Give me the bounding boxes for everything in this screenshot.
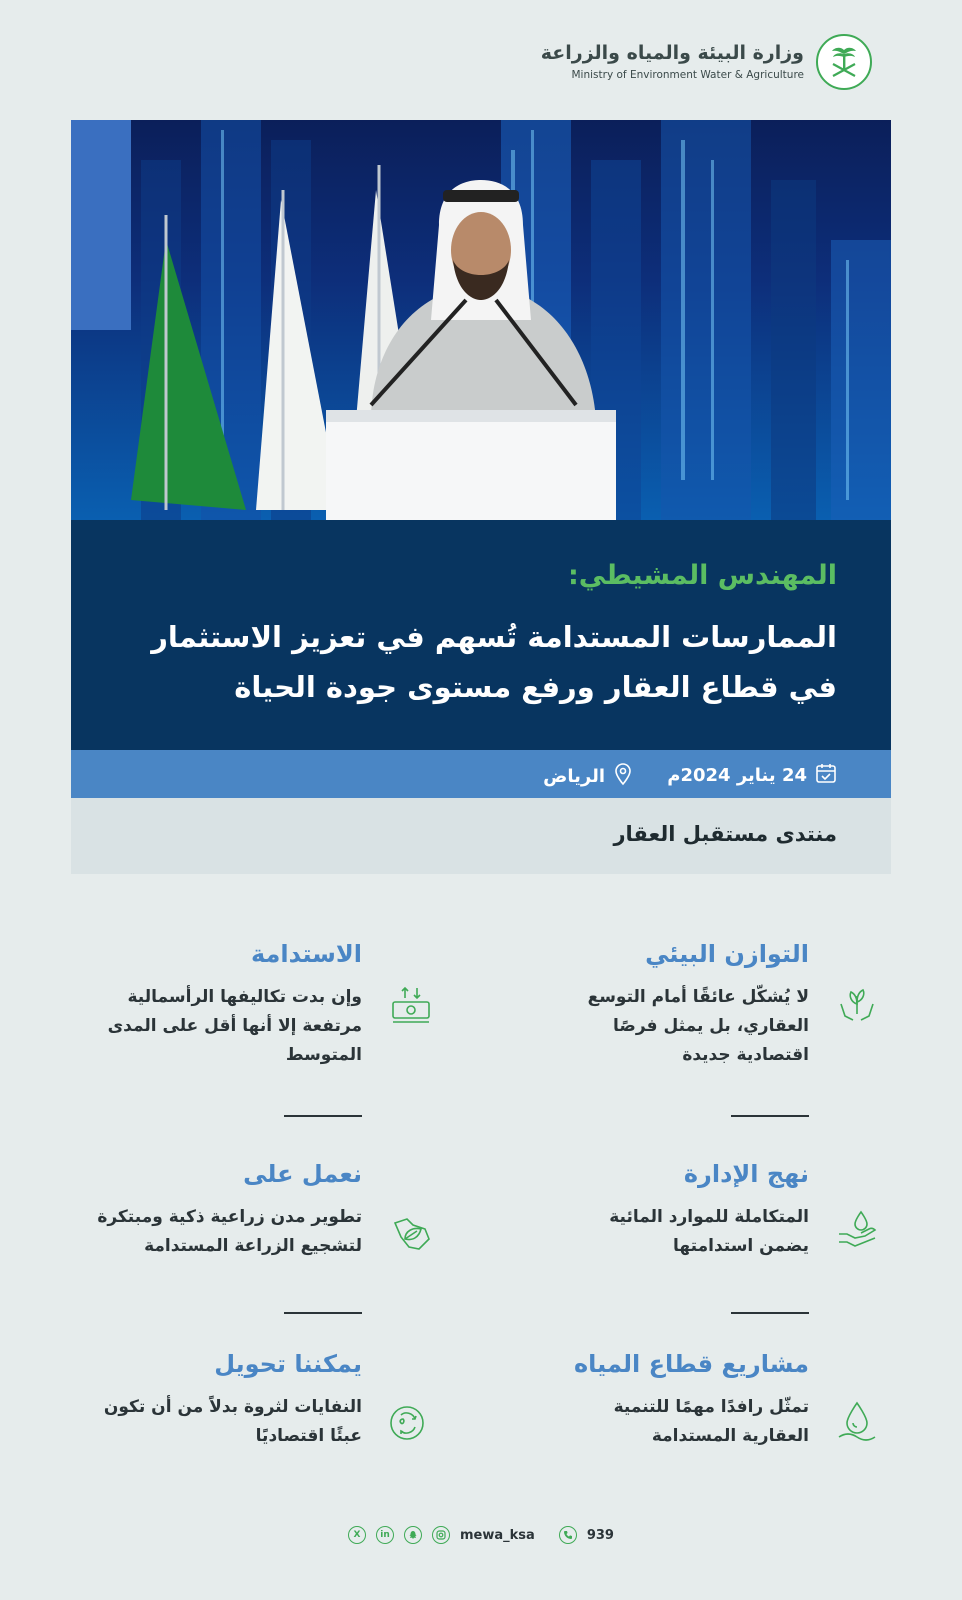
social-handle[interactable]: mewa_ksa — [460, 1527, 535, 1543]
divider — [284, 1115, 362, 1117]
phone-icon — [559, 1526, 577, 1544]
saudi-map-leaf-icon — [388, 1210, 434, 1256]
meta-bar — [71, 750, 891, 798]
divider — [731, 1115, 809, 1117]
item-body: لا يُشكّل عائقًا أمام التوسع العقاري، بل يمثل فرصًا اقتصادية جديدة — [587, 987, 809, 1065]
money-icon — [388, 983, 434, 1029]
headline-panel — [71, 520, 891, 750]
item-title: يمكننا تحويل — [214, 1350, 362, 1378]
speaker-photo — [71, 120, 891, 520]
palm-swords-icon — [824, 42, 864, 82]
item-title: نهج الإدارة — [683, 1160, 809, 1188]
item-body: تمثّل رافدًا مهمًا للتنمية العقارية المستدامة — [613, 1397, 809, 1446]
water-drop-icon — [834, 1398, 880, 1444]
event-location — [543, 762, 633, 791]
item-body: النفايات لثروة بدلاً من أن تكون عبئًا اقتصاديًا — [103, 1397, 362, 1446]
plant-hands-icon — [834, 983, 880, 1029]
x-icon[interactable]: X — [348, 1526, 366, 1544]
item-title: التوازن البيئي — [645, 940, 809, 968]
item-title: مشاريع قطاع المياه — [573, 1350, 809, 1378]
item-title: الاستدامة — [251, 940, 362, 968]
divider — [731, 1312, 809, 1314]
event-name: منتدى مستقبل العقار — [613, 822, 837, 846]
item-body: المتكاملة للموارد المائية يضمن استدامتها — [609, 1207, 809, 1256]
speaker-name: المهندس المشيطي: — [568, 560, 837, 591]
snapchat-icon[interactable] — [404, 1526, 422, 1544]
item-body: تطوير مدن زراعية ذكية ومبتكرة لتشجيع الزراعة المستدامة — [97, 1207, 362, 1256]
linkedin-icon[interactable]: in — [376, 1526, 394, 1544]
instagram-icon[interactable] — [432, 1526, 450, 1544]
item-title: نعمل على — [243, 1160, 362, 1188]
footer — [0, 1520, 962, 1550]
location-pin-icon — [613, 762, 633, 791]
event-location-text: الرياض — [543, 766, 605, 787]
recycle-icon — [384, 1400, 430, 1446]
water-hand-icon — [834, 1205, 880, 1251]
event-panel — [71, 798, 891, 874]
ministry-name-en: Ministry of Environment Water & Agriculture — [571, 69, 804, 81]
item-body: وإن بدت تكاليفها الرأسمالية مرتفعة إلا أنها أقل على المدى المتوسط — [107, 987, 362, 1065]
ministry-name-ar: وزارة البيئة والمياه والزراعة — [540, 42, 804, 64]
divider — [284, 1312, 362, 1314]
calendar-icon — [815, 762, 837, 789]
phone-number[interactable]: 939 — [586, 1527, 614, 1543]
event-date — [667, 762, 837, 789]
ministry-logo — [816, 34, 872, 90]
event-date-text: 24 يناير 2024م — [667, 765, 807, 786]
headline-title: الممارسات المستدامة تُسهم في تعزيز الاستثمار في قطاع العقار ورفع مستوى جودة الحياة — [151, 620, 837, 704]
